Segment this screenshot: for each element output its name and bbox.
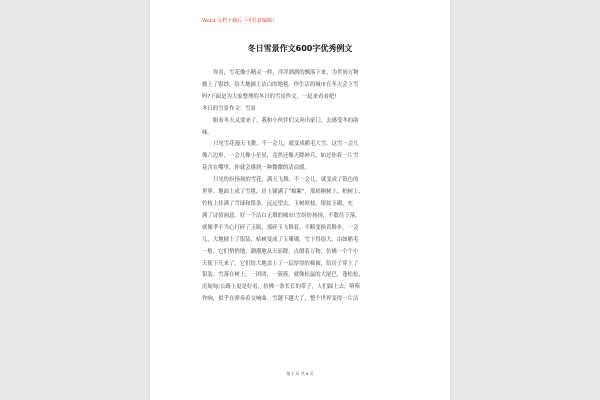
paragraph-line: 只见纷纷扬扬的雪花，满天飞舞。不一会儿，就变成了银色的 [213,177,359,184]
paragraph-line: 眼看冬天又要来了，我和小伙伴们又奔出家门，去感受冬的韵 [213,117,359,124]
paragraph-line: 天使下凡来了。它们给大地盖上了一层厚厚的棉被，给房子穿上了 [202,260,359,267]
paragraph-line: 只见雪花漫天飞舞，不一会儿，就变成鹅毛大雪。这雪一会儿 [213,141,359,148]
paragraph-line: 一般。它们悄悄地、潮潮地从天而降，点缀着万物，仿佛一个个小 [202,248,359,255]
paragraph-line: 你看，雪花像小精灵一样，洋洋洒洒的飘落下来，为世间万物 [213,70,359,76]
page-footer: 第 1 页 共 4 页 [286,371,314,376]
paragraph-line: 银装。雪落在树上，一团团，一簇簇，就像松鼠的大尾巴，蓬松松， [202,272,364,279]
paragraph-line: 就像孝不当心打碎了玉瓶，那碎玉飞舞着，不断变换着舞步。一会 [202,224,359,231]
paragraph-line: 作响，似乎在弹奏着交响曲。雪越下越大了，整个世界变得一片洁 [202,296,359,303]
paragraph-line: 儿，大地披上了银装，枯树变成了玉珊瑚，雪下得很大，由如鹅毛 [202,236,359,243]
paragraph-line: 味。 [202,129,213,136]
paragraph-line: 披上了银纱，给大地铺上洁白的地毯。你生活的城市在冬天会下雪 [202,81,359,88]
page-title: 冬日雪景作文600字优秀例文 [247,44,353,53]
paragraph-line: 像六边形，一会儿像小星星，竟然还像天降神兵。如过你将一片雪 [202,153,359,160]
document-body [202,68,402,306]
document-page [150,0,450,400]
paragraph-line: 世界。地面上成了雪毯，房上铺满了“棉絮”，那梧桐树上、柏树上、 [202,189,364,196]
paragraph-line: 冬日的雪景作文：雪景 [202,105,256,112]
paragraph-line: 满了诗情画意。好一个洁白无瑕的城市!雪纷纷扬扬，不数往下落， [202,212,361,219]
paragraph-line: 花含在嘴里，你就会感到一种微微的清凉感。 [202,165,310,172]
header-note: Word 文档下载后（可任意编辑） [202,18,277,24]
paragraph-line: 竹枝上挂满了雪球和银条。远远望去，玉树琼枝，银妆玉砌，充 [202,200,353,207]
paragraph-line: 吗?下面是为大家整理的冬日的雪景作文，一起来看看吧! [202,93,337,100]
paragraph-line: 沉甸甸;公路上更是好看，仿佛一条长长的带子，人们踩上去，咯咯 [202,284,361,291]
